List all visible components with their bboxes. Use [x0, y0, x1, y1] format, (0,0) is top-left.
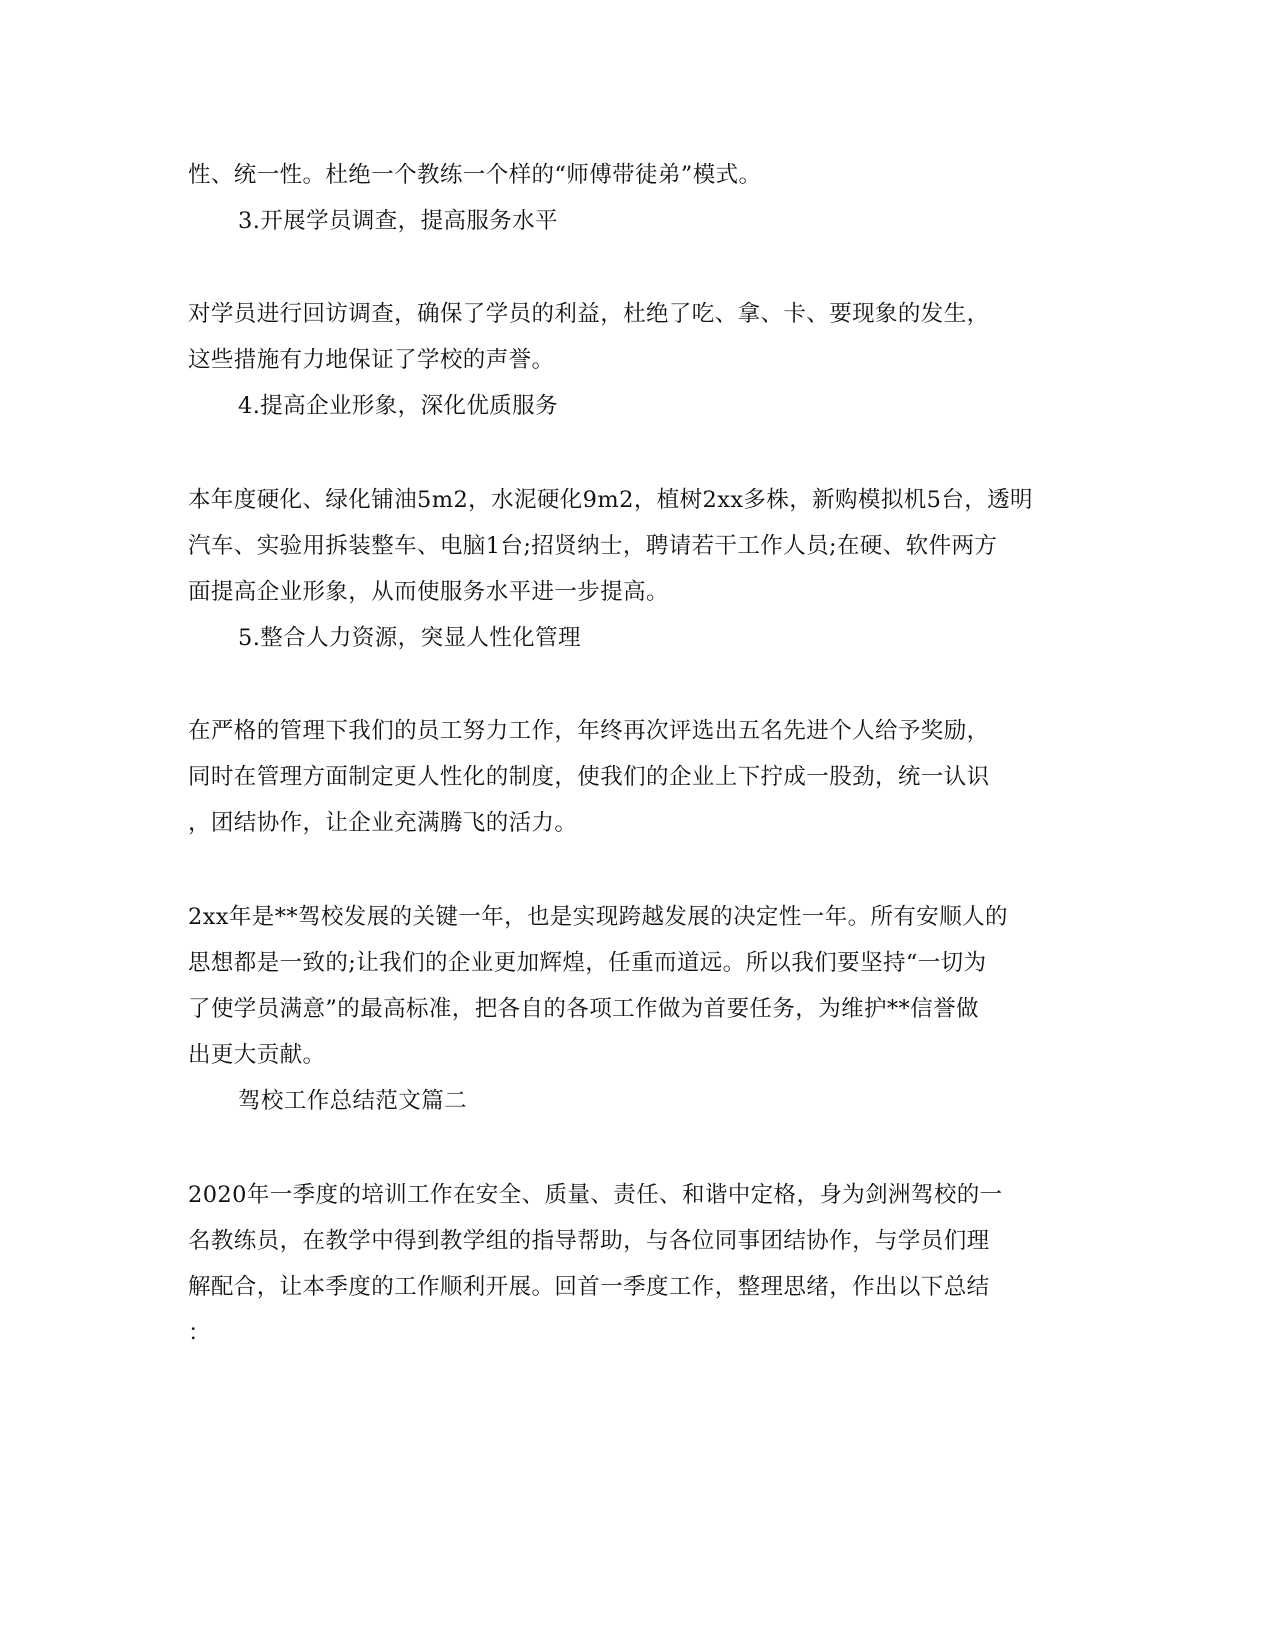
text-line: 解配合，让本季度的工作顺利开展。回首一季度工作，整理思绪，作出以下总结: [188, 1274, 990, 1300]
text-line: 这些措施有力地保证了学校的声誉。: [188, 347, 555, 373]
section-heading: 4.提高企业形象，深化优质服务: [238, 393, 558, 419]
text-line: 本年度硬化、绿化铺油5m2，水泥硬化9m2，植树2xx多株，新购模拟机5台，透明: [188, 487, 1033, 513]
text-line: 名教练员，在教学中得到教学组的指导帮助，与各位同事团结协作，与学员们理: [188, 1228, 990, 1254]
article-subtitle: 驾校工作总结范文篇二: [238, 1088, 468, 1114]
text-line: 对学员进行回访调查，确保了学员的利益，杜绝了吃、拿、卡、要现象的发生，: [188, 301, 990, 327]
text-line: 汽车、实验用拆装整车、电脑1台;招贤纳士，聘请若干工作人员;在硬、软件两方: [188, 533, 998, 559]
text-line: 出更大贡献。: [188, 1042, 326, 1068]
text-line: 性、统一性。杜绝一个教练一个样的“师傅带徒弟”模式。: [188, 162, 762, 188]
section-heading: 3.开展学员调查，提高服务水平: [238, 208, 558, 234]
section-heading: 5.整合人力资源，突显人性化管理: [238, 625, 581, 651]
text-line: 同时在管理方面制定更人性化的制度，使我们的企业上下拧成一股劲，统一认识: [188, 764, 990, 790]
text-line: 在严格的管理下我们的员工努力工作，年终再次评选出五名先进个人给予奖励，: [188, 718, 990, 744]
text-line: 思想都是一致的;让我们的企业更加辉煌，任重而道远。所以我们要坚持“一切为: [188, 950, 987, 976]
text-line: ，团结协作，让企业充满腾飞的活力。: [188, 810, 578, 836]
text-line: 面提高企业形象，从而使服务水平进一步提高。: [188, 579, 669, 605]
text-line: ：: [188, 1320, 211, 1346]
text-line: 2xx年是**驾校发展的关键一年，也是实现跨越发展的决定性一年。所有安顺人的: [188, 904, 1008, 930]
text-line: 了使学员满意”的最高标准，把各自的各项工作做为首要任务，为维护**信誉做: [188, 996, 979, 1022]
text-line: 2020年一季度的培训工作在安全、质量、责任、和谐中定格，身为剑洲驾校的一: [188, 1182, 1003, 1208]
